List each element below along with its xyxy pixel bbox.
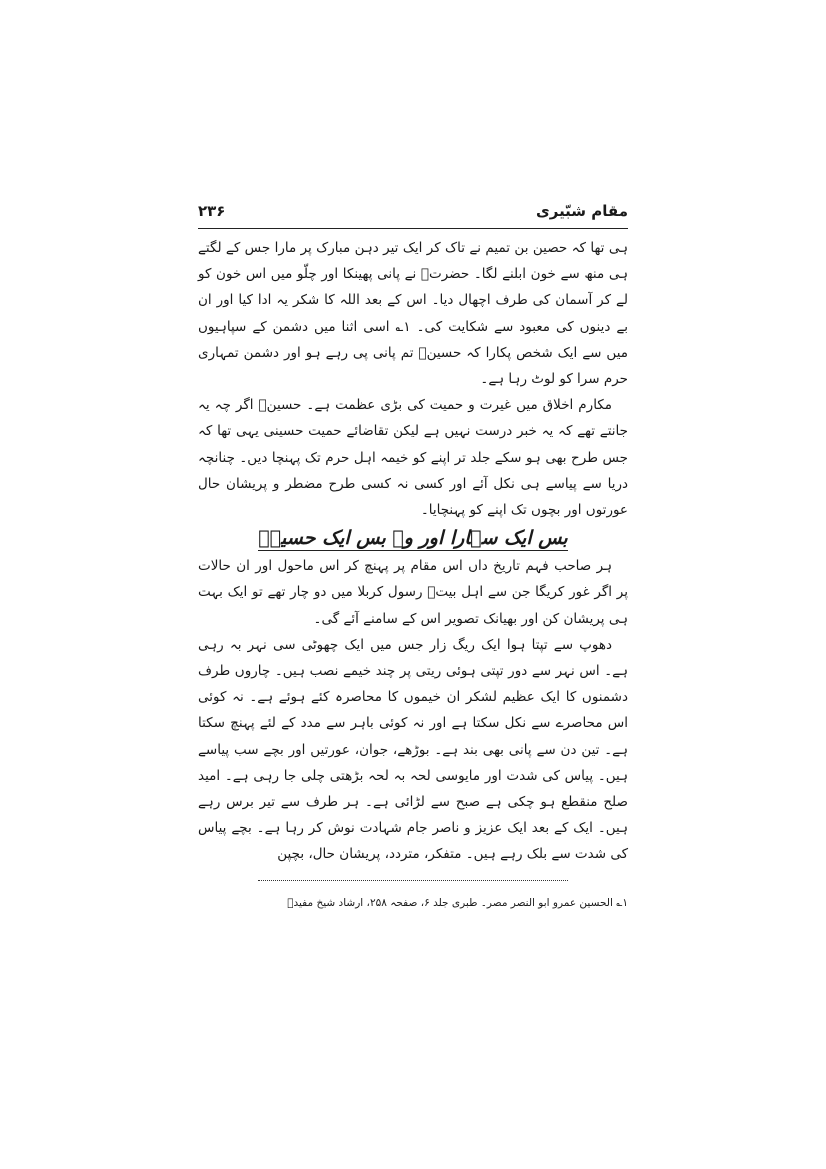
document-page	[198, 200, 628, 911]
book-title: مقام شبّیری	[535, 202, 628, 220]
paragraph-1: ہی تھا کہ حصین بن تمیم نے تاک کر ایک تیر دہن مبارک پر مارا جس کے لگتے ہی منھ سے خون ابلنے لگا۔ حضرتؑ نے پانی پھینکا اور چلّو میں اس خون کو لے کر آسمان کی طرف اچھال دیا۔ اس کے بعد اللہ کا شکر یہ ادا کیا اور ان بے دینوں کی معبود سے شکایت کی۔ ۱؎ اسی اثنا میں دشمن کے سپاہیوں میں سے ایک شخص پکارا کہ حسینؑ تم پانی پی رہے ہو اور دشمن تمہاری حرم سرا کو لوٹ رہا ہے۔	[198, 240, 628, 388]
footnote-separator	[258, 880, 568, 881]
section-heading-text: بس ایک سہارا اور وہ بس ایک حسینؑ	[258, 527, 568, 550]
body-text	[198, 235, 628, 868]
paragraph-3: ہر صاحب فہم تاریخ داں اس مقام پر پہنچ کر اس ماحول اور ان حالات پر اگر غور کریگا جن سے اہل بیتؑ رسول کربلا میں دو چار تھے تو ایک بہت ہی پریشان کن اور بھیانک تصویر اس کے سامنے آئے گی۔	[198, 558, 628, 627]
footnote: ۱؎ الحسین عمرو ابو النصر مصر۔ طبری جلد ۶، صفحہ ۲۵۸، ارشاد شیخ مفیدؒ	[287, 896, 628, 909]
paragraph-2: مکارم اخلاق میں غیرت و حمیت کی بڑی عظمت ہے۔ حسینؑ اگر چہ یہ جانتے تھے کہ یہ خبر درست نہیں ہے لیکن تقاضائے حمیت حسینی یہی تھا کہ جس طرح بھی ہو سکے جلد تر اپنے کو خیمہ اہل حرم تک پہنچا دیں۔ چنانچہ دریا سے پیاسے ہی نکل آئے اور کسی نہ کسی طرح مضطر و پریشان حال عورتوں اور بچوں تک اپنے کو پہنچایا۔	[198, 397, 628, 519]
page-number: ۲۳۶	[198, 202, 226, 220]
section-heading	[198, 523, 628, 553]
paragraph-4: دھوپ سے تپتا ہوا ایک ریگ زار جس میں ایک چھوٹی سی نہر بہ رہی ہے۔ اس نہر سے دور تپتی ہوئی ریتی پر چند خیمے نصب ہیں۔ چاروں طرف دشمنوں کا ایک عظیم لشکر ان خیموں کا محاصرہ کئے ہوئے ہے۔ نہ کوئی اس محاصرے سے نکل سکتا ہے اور نہ کوئی باہر سے مدد کے لئے پہنچ سکتا ہے۔ تین دن سے پانی بھی بند ہے۔ بوڑھے، جوان، عورتیں اور بچے سب پیاسے ہیں۔ پیاس کی شدت اور مایوسی لحہ بہ لحہ بڑھتی چلی جا رہی ہے۔ امید صلح منقطع ہو چکی ہے صبح سے لڑائی ہے۔ ہر طرف سے تیر برس رہے ہیں۔ ایک کے بعد ایک عزیز و ناصر جام شہادت نوش کر رہا ہے۔ بچے پیاس کی شدت سے بلک رہے ہیں۔ متفکر، متردد، پریشان حال، بچپن	[198, 636, 628, 863]
page-header	[198, 200, 628, 229]
